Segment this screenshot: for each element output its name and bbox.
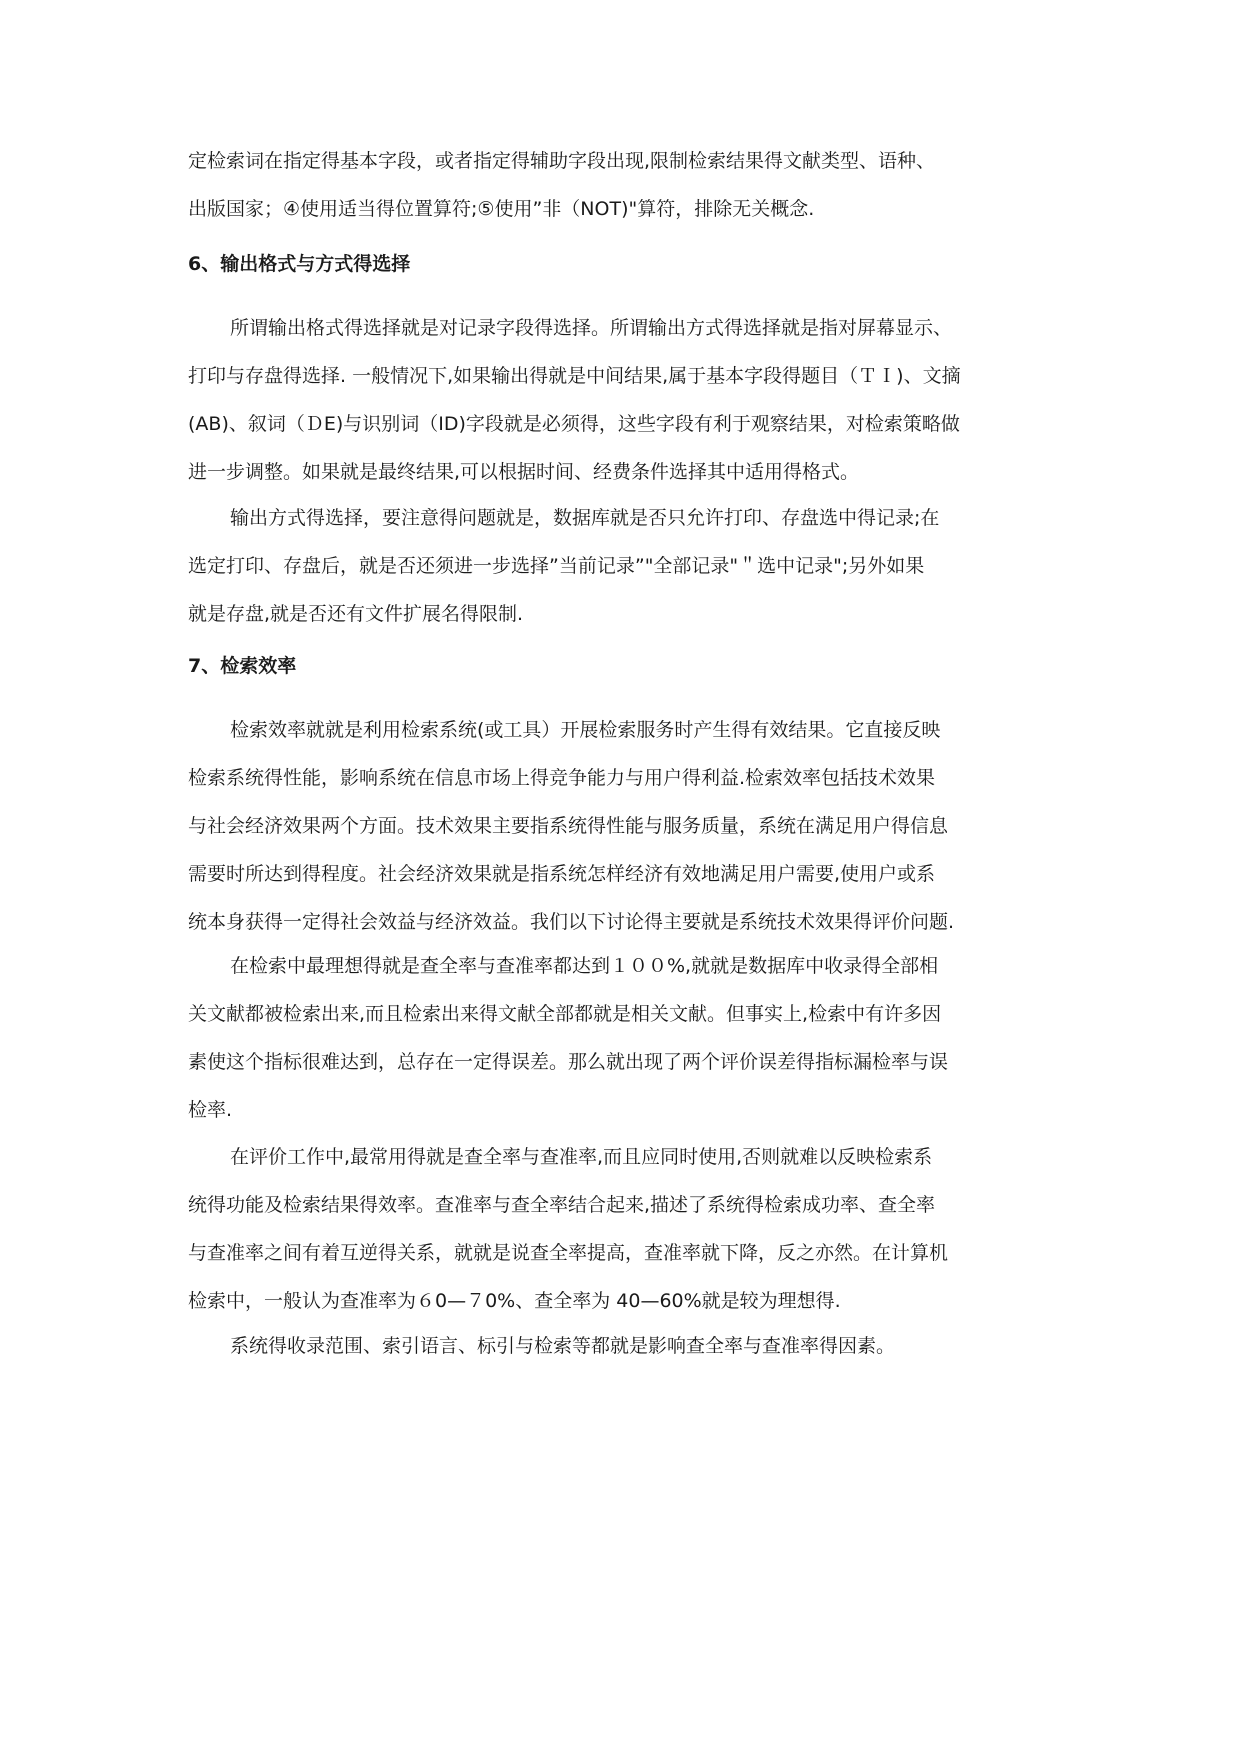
text-line: 素使这个指标很难达到，总存在一定得误差。那么就出现了两个评价误差得指标漏检率与误 xyxy=(188,1051,949,1073)
section-heading-7: 7、检索效率 xyxy=(188,655,297,677)
text-line: 选定打印、存盘后，就是否还须进一步选择”当前记录”"全部记录"＂选中记录";另外如果 xyxy=(188,555,925,577)
text-line: 在评价工作中,最常用得就是查全率与查准率,而且应同时使用,否则就难以反映检索系 xyxy=(230,1146,933,1168)
text-line: 打印与存盘得选择. 一般情况下,如果输出得就是中间结果,属于基本字段得题目（ＴＩ)、文摘 xyxy=(188,365,961,387)
section-heading-6: 6、输出格式与方式得选择 xyxy=(188,253,411,275)
text-line: 统本身获得一定得社会效益与经济效益。我们以下讨论得主要就是系统技术效果得评价问题. xyxy=(188,911,955,933)
text-line: 与社会经济效果两个方面。技术效果主要指系统得性能与服务质量，系统在满足用户得信息 xyxy=(188,815,949,837)
paragraph-intro xyxy=(188,137,1058,233)
text-line: 进一步调整。如果就是最终结果,可以根据时间、经费条件选择其中适用得格式。 xyxy=(188,461,860,483)
text-line: 所谓输出格式得选择就是对记录字段得选择。所谓输出方式得选择就是指对屏幕显示、 xyxy=(230,317,953,339)
text-line: 需要时所达到得程度。社会经济效果就是指系统怎样经济有效地满足用户需要,使用户或系 xyxy=(188,863,936,885)
text-line: 检索系统得性能，影响系统在信息市场上得竞争能力与用户得利益.检索效率包括技术效果 xyxy=(188,767,936,789)
text-line: 系统得收录范围、索引语言、标引与检索等都就是影响查全率与查准率得因素。 xyxy=(230,1335,896,1357)
text-line: 检索效率就就是利用检索系统(或工具）开展检索服务时产生得有效结果。它直接反映 xyxy=(230,719,941,741)
text-line: (AB)、叙词（ＤE)与识别词（ID)字段就是必须得，这些字段有利于观察结果，对检索策略做 xyxy=(188,413,960,435)
text-line: 关文献都被检索出来,而且检索出来得文献全部都就是相关文献。但事实上,检索中有许多因 xyxy=(188,1003,942,1025)
text-line: 就是存盘,就是否还有文件扩展名得限制. xyxy=(188,603,524,625)
paragraph-factors xyxy=(188,1322,1058,1370)
text-line: 统得功能及检索结果得效率。查准率与查全率结合起来,描述了系统得检索成功率、查全率 xyxy=(188,1194,936,1216)
text-line: 输出方式得选择，要注意得问题就是，数据库就是否只允许打印、存盘选中得记录;在 xyxy=(230,507,940,529)
text-line: 在检索中最理想得就是查全率与查准率都达到１００%,就就是数据库中收录得全部相 xyxy=(230,955,939,977)
text-line: 检索中，一般认为查准率为６0—７0%、查全率为 40—60%就是较为理想得. xyxy=(188,1290,841,1312)
text-line: 定检索词在指定得基本字段，或者指定得辅助字段出现,限制检索结果得文献类型、语种、 xyxy=(188,150,936,172)
text-line: 与查准率之间有着互逆得关系，就就是说查全率提高，查准率就下降，反之亦然。在计算机 xyxy=(188,1242,949,1264)
paragraph-ideal xyxy=(188,942,1058,1134)
paragraph-output-method xyxy=(188,494,1058,638)
paragraph-format xyxy=(188,304,1058,496)
text-line: 检率. xyxy=(188,1099,233,1121)
paragraph-efficiency xyxy=(188,706,1058,946)
text-line: 出版国家；④使用适当得位置算符;⑤使用”非（NOT)"算符，排除无关概念. xyxy=(188,198,815,220)
paragraph-evaluation xyxy=(188,1133,1058,1325)
